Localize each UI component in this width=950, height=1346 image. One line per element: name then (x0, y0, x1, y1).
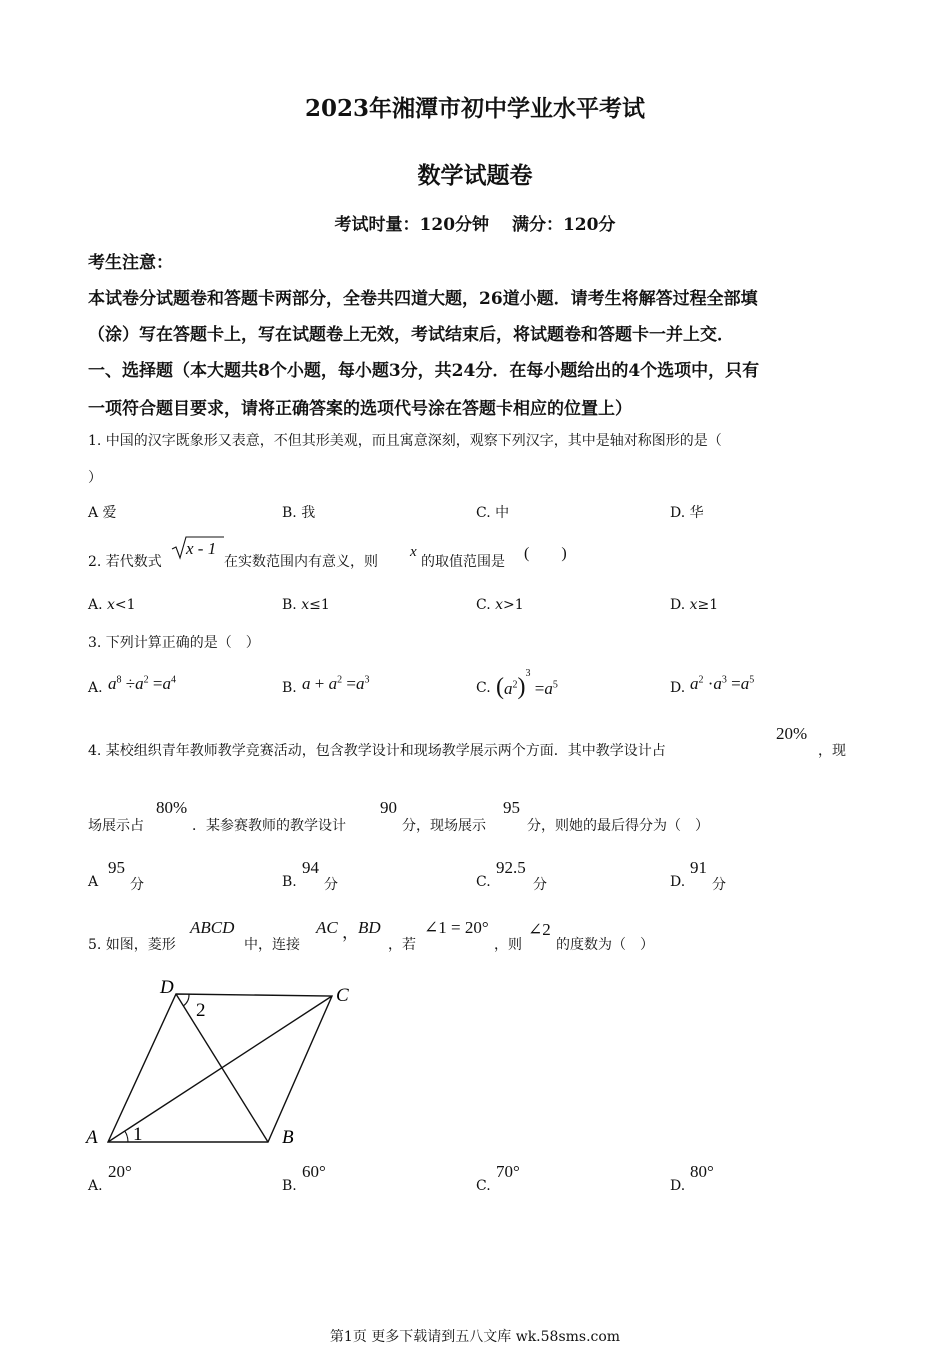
q1-option-b: B. 我 (282, 505, 316, 521)
angle-1-label: 1 (133, 1124, 143, 1145)
q3-option-b-expr: $a + a^2 =a^3$ (302, 674, 370, 693)
q3-option-a-expr: $a^8 \div a^2 =a^4$ (108, 674, 176, 693)
q4-pct-design: 20% (776, 724, 808, 743)
q5-option-a-value: 20° (108, 1162, 132, 1181)
q2-option-d: D. x≥1 (670, 597, 719, 613)
q1-option-a: A 爱 (88, 505, 117, 521)
exam-info: 考试时量：120分钟 满分：120分 (334, 215, 616, 235)
exam-title: 2023年湘潭市初中学业水平考试 (304, 95, 645, 122)
q4-option-d-value: 91 (690, 858, 707, 877)
q2-mid: 在实数范围内有意义，则 (224, 554, 378, 570)
q4-pct-show: 80% (156, 798, 188, 817)
q5-option-c-label: C. (476, 1178, 491, 1194)
angle-1-arc (125, 1131, 128, 1142)
q1-stem-end: ） (88, 470, 102, 486)
angle-2-arc (183, 994, 189, 1006)
q3-option-c-label: C. (476, 680, 491, 696)
vertex-a-label: A (86, 1127, 98, 1148)
q5-ac: AC (316, 918, 338, 937)
q5-angle2: ∠2 (528, 920, 551, 939)
q2-option-a: A. x<1 (88, 597, 136, 613)
q5-s2: 中，连接 (244, 937, 300, 953)
q5-option-d-label: D. (670, 1178, 686, 1194)
q4-option-b-value: 94 (302, 858, 319, 877)
vertex-d-label: D (160, 977, 174, 998)
q2-var: x (410, 544, 417, 560)
q5-option-c-value: 70° (496, 1162, 520, 1181)
q5-sep: ， (342, 923, 359, 942)
q4-option-c-label: C. (476, 874, 491, 890)
q2-prefix: 2. 若代数式 (88, 554, 162, 570)
q4-p2: ．某参赛教师的教学设计 (192, 818, 346, 834)
q4-option-c-value: 92.5 (496, 858, 526, 877)
q1-option-d: D. 华 (670, 505, 704, 521)
q4-option-a-label: A (88, 874, 99, 890)
q3-stem: 3. 下列计算正确的是（ ） (88, 635, 260, 651)
diagonal-bd (176, 994, 268, 1142)
q2-option-b: B. x≤1 (282, 597, 330, 613)
q4-score-show: 95 (503, 798, 520, 817)
section-1-line-1: 一、选择题（本大题共8个小题，每小题3分，共24分．在每小题给出的4个选项中，只有 (88, 361, 760, 381)
notice-line-2: （涂）写在答题卡上，写在试题卷上无效，考试结束后，将试题卷和答题卡一并上交． (88, 325, 734, 345)
q2-option-c: C. x>1 (476, 597, 524, 613)
q5-s1: 5. 如图，菱形 (88, 937, 176, 953)
q2-suffix: 的取值范围是 (421, 554, 505, 570)
q4-option-a-unit: 分 (130, 877, 144, 893)
vertex-b-label: B (282, 1127, 294, 1148)
q3-option-d-expr: $a^2 \cdot a^3 =a^5$ (690, 674, 755, 693)
q1-stem: 1. 中国的汉字既象形又表意，不但其形美观，而且寓意深刻，观察下列汉字，其中是轴对称图形的是（ (88, 433, 722, 449)
rhombus-shape (108, 994, 332, 1142)
q3-option-a-label: A. (88, 680, 103, 696)
q4-option-d-unit: 分 (712, 877, 726, 893)
q4-line-1: 4. 某校组织青年教师教学竞赛活动，包含教学设计和现场教学展示两个方面．其中教学设计占 (88, 743, 666, 759)
exam-subtitle: 数学试题卷 (417, 162, 533, 189)
q5-rhombus-name: ABCD (190, 918, 235, 937)
angle-2-label: 2 (196, 1000, 206, 1021)
rhombus-figure (80, 972, 370, 1152)
q3-option-c-expr: $(a^2)^3 =a^5$ (496, 668, 558, 700)
q4-option-d-label: D. (670, 874, 686, 890)
q5-option-b-label: B. (282, 1178, 297, 1194)
q5-option-b-value: 60° (302, 1162, 326, 1181)
notice-heading: 考生注意： (88, 253, 173, 273)
q5-s4: ，则 (494, 937, 522, 953)
section-1-line-2: 一项符合题目要求，请将正确答案的选项代号涂在答题卡相应的位置上） (88, 399, 632, 419)
q3-option-d-label: D. (670, 680, 686, 696)
q1-option-c: C. 中 (476, 505, 510, 521)
q4-p1: 场展示占 (88, 818, 144, 834)
q4-score-design: 90 (380, 798, 397, 817)
q2-paren: ( ) (524, 545, 567, 562)
q5-bd: BD (358, 918, 381, 937)
q3-option-b-label: B. (282, 680, 297, 696)
q5-s3: ，若 (388, 937, 416, 953)
q5-s5: 的度数为（ ） (556, 937, 654, 953)
q4-option-c-unit: 分 (533, 877, 547, 893)
q4-option-b-unit: 分 (324, 877, 338, 893)
q2-radicand: x - 1 (186, 539, 217, 558)
q4-option-a-value: 95 (108, 858, 125, 877)
page-footer: 第1页 更多下载请到五八文库 wk.58sms.com (329, 1329, 621, 1345)
q4-p3: 分，现场展示 (402, 818, 486, 834)
q4-comma: ，现 (818, 743, 846, 759)
q5-condition: ∠1 = 20° (424, 918, 489, 937)
q4-option-b-label: B. (282, 874, 297, 890)
vertex-c-label: C (336, 985, 349, 1006)
q5-option-a-label: A. (88, 1178, 103, 1194)
q4-p4: 分，则她的最后得分为（ ） (527, 818, 709, 834)
notice-line-1: 本试卷分试题卷和答题卡两部分，全卷共四道大题，26道小题．请考生将解答过程全部填 (88, 289, 758, 309)
q5-option-d-value: 80° (690, 1162, 714, 1181)
